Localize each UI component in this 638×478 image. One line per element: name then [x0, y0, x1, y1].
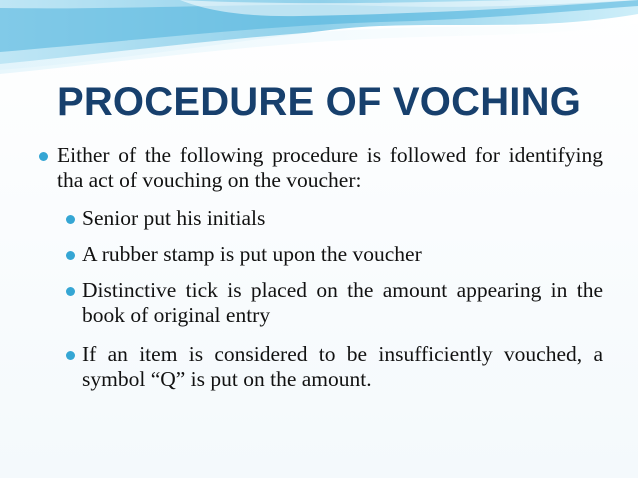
- bullet-dot-icon: [66, 287, 75, 296]
- bullet-text: Either of the following procedure is followed for identifying tha act of vouching on the voucher:: [57, 143, 603, 192]
- bullet-dot-icon: [66, 215, 75, 224]
- bullet-dot-icon: [66, 351, 75, 360]
- bullet-item-main: [57, 143, 603, 193]
- bullet-text: Distinctive tick is placed on the amount appearing in the book of original entry: [82, 278, 603, 327]
- bullet-text: If an item is considered to be insufficiently vouched, a symbol “Q” is put on the amount.: [82, 342, 603, 391]
- sub-bullet-item: [82, 242, 603, 267]
- sub-bullet-item: [82, 342, 603, 392]
- bullet-text: Senior put his initials: [82, 206, 266, 230]
- sub-bullet-item: [82, 278, 603, 328]
- sub-bullet-item: [82, 206, 603, 231]
- bullet-dot-icon: [39, 152, 48, 161]
- slide-title: PROCEDURE OF VOCHING: [56, 80, 582, 124]
- bullet-dot-icon: [66, 251, 75, 260]
- bullet-text: A rubber stamp is put upon the voucher: [82, 242, 422, 266]
